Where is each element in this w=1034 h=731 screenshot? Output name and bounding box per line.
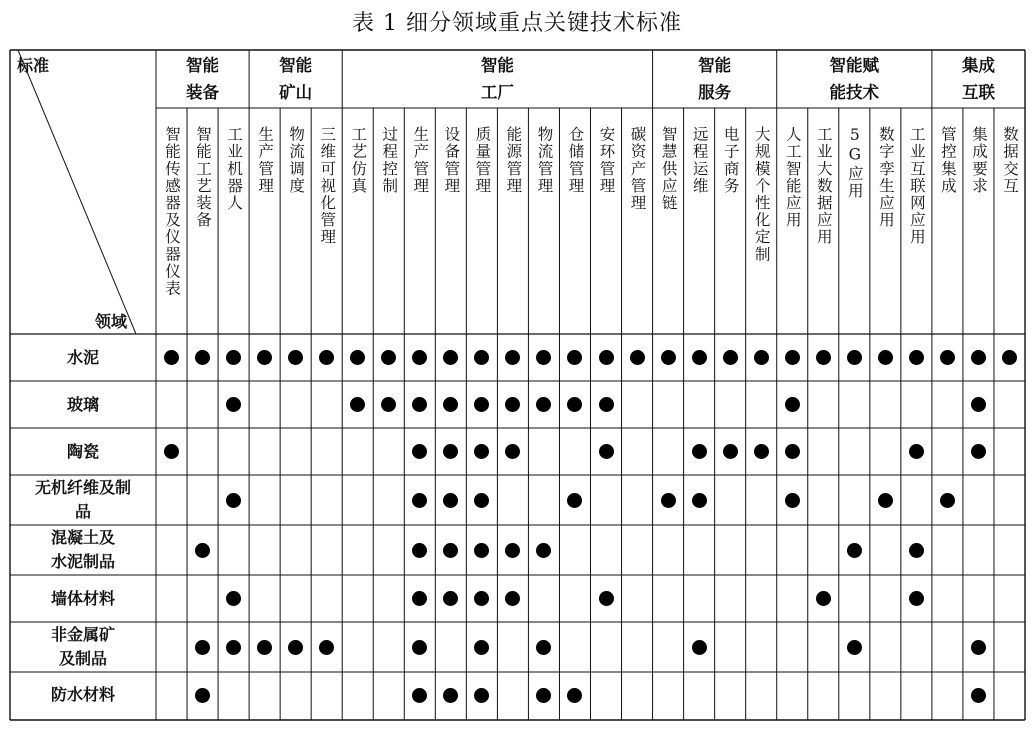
row-label: 非金属矿 及制品 bbox=[50, 625, 115, 668]
filled-dot bbox=[785, 397, 800, 412]
column-header: 质量管理 bbox=[473, 126, 492, 195]
filled-dot bbox=[692, 444, 707, 459]
row-label: 混凝土及 水泥制品 bbox=[50, 528, 115, 571]
filled-dot bbox=[412, 493, 427, 508]
filled-dot bbox=[878, 493, 893, 508]
column-header: 工艺仿真 bbox=[349, 126, 368, 195]
column-header: 物流调度 bbox=[287, 126, 306, 195]
row-label: 陶瓷 bbox=[66, 441, 99, 461]
column-header: 人工智能应用 bbox=[783, 126, 802, 229]
group-header: 智能 装备 bbox=[186, 56, 220, 102]
filled-dot bbox=[661, 493, 676, 508]
filled-dot bbox=[412, 688, 427, 703]
row-label: 水泥 bbox=[66, 347, 99, 367]
filled-dot bbox=[226, 493, 241, 508]
filled-dot bbox=[723, 350, 738, 365]
filled-dot bbox=[692, 640, 707, 655]
column-header: 仓储管理 bbox=[566, 126, 585, 195]
filled-dot bbox=[816, 350, 831, 365]
filled-dot bbox=[599, 444, 614, 459]
group-header: 集成 互联 bbox=[961, 56, 995, 102]
row-label: 无机纤维及制 品 bbox=[34, 478, 131, 521]
corner-standard-label: 标准 bbox=[17, 56, 50, 75]
filled-dot bbox=[909, 591, 924, 606]
filled-dot bbox=[878, 350, 893, 365]
filled-dot bbox=[226, 397, 241, 412]
filled-dot bbox=[971, 640, 986, 655]
filled-dot bbox=[195, 543, 210, 558]
filled-dot bbox=[785, 350, 800, 365]
filled-dot bbox=[474, 493, 489, 508]
filled-dot bbox=[971, 688, 986, 703]
column-header: 电子商务 bbox=[721, 126, 740, 195]
filled-dot bbox=[599, 591, 614, 606]
column-header: 碳资产管理 bbox=[628, 126, 647, 212]
column-header: 工业互联网应用 bbox=[907, 126, 926, 246]
filled-dot bbox=[226, 350, 241, 365]
column-header: 三维可视化管理 bbox=[318, 126, 337, 246]
column-header: 集成要求 bbox=[969, 126, 988, 195]
column-header: 能源管理 bbox=[504, 126, 523, 195]
row-label: 墙体材料 bbox=[50, 588, 115, 608]
filled-dot bbox=[971, 397, 986, 412]
row-label: 防水材料 bbox=[50, 685, 115, 704]
row-label: 玻璃 bbox=[66, 394, 99, 414]
filled-dot bbox=[692, 493, 707, 508]
filled-dot bbox=[940, 493, 955, 508]
group-header: 智能 服务 bbox=[698, 56, 732, 102]
filled-dot bbox=[940, 350, 955, 365]
filled-dot bbox=[754, 444, 769, 459]
filled-dot bbox=[847, 350, 862, 365]
group-header: 智能赋 能技术 bbox=[829, 56, 880, 102]
filled-dot bbox=[474, 543, 489, 558]
filled-dot bbox=[1002, 350, 1017, 365]
column-header: 设备管理 bbox=[442, 126, 461, 195]
corner-diagonal bbox=[18, 50, 136, 334]
group-header: 智能 矿山 bbox=[279, 56, 313, 102]
filled-dot bbox=[909, 444, 924, 459]
filled-dot bbox=[319, 640, 334, 655]
filled-dot bbox=[816, 591, 831, 606]
filled-dot bbox=[195, 688, 210, 703]
column-header: 物流管理 bbox=[535, 126, 554, 195]
column-header: 5G应用 bbox=[845, 126, 864, 200]
column-header: 过程控制 bbox=[380, 126, 399, 195]
filled-dot bbox=[971, 444, 986, 459]
filled-dot bbox=[195, 640, 210, 655]
filled-dot bbox=[226, 591, 241, 606]
filled-dot bbox=[971, 350, 986, 365]
column-header: 大规模个性化定制 bbox=[752, 126, 771, 263]
filled-dot bbox=[567, 688, 582, 703]
column-header: 智能工艺装备 bbox=[194, 126, 213, 229]
column-header: 工业机器人 bbox=[225, 126, 244, 212]
filled-dot bbox=[443, 543, 458, 558]
column-header: 远程运维 bbox=[690, 126, 709, 195]
filled-dot bbox=[257, 640, 272, 655]
filled-dot bbox=[723, 444, 738, 459]
filled-dot bbox=[785, 444, 800, 459]
column-header: 智能传感器及仪器仪表 bbox=[163, 126, 182, 297]
group-header: 智能 工厂 bbox=[480, 56, 514, 102]
filled-dot bbox=[195, 350, 210, 365]
filled-dot bbox=[164, 444, 179, 459]
filled-dot bbox=[288, 640, 303, 655]
filled-dot bbox=[536, 640, 551, 655]
filled-dot bbox=[754, 350, 769, 365]
table-title: 表 1 细分领域重点关键技术标准 bbox=[352, 11, 682, 36]
filled-dot bbox=[536, 543, 551, 558]
filled-dot bbox=[692, 350, 707, 365]
filled-dot bbox=[599, 350, 614, 365]
filled-dot bbox=[909, 350, 924, 365]
filled-dot bbox=[785, 493, 800, 508]
filled-dot bbox=[443, 688, 458, 703]
column-header: 生产管理 bbox=[411, 126, 430, 195]
filled-dot bbox=[909, 543, 924, 558]
filled-dot bbox=[412, 543, 427, 558]
filled-dot bbox=[847, 543, 862, 558]
filled-dot bbox=[474, 640, 489, 655]
filled-dot bbox=[443, 493, 458, 508]
filled-dot bbox=[567, 493, 582, 508]
corner-domain-label: 领域 bbox=[95, 312, 128, 331]
filled-dot bbox=[661, 350, 676, 365]
filled-dot bbox=[536, 688, 551, 703]
filled-dot bbox=[847, 640, 862, 655]
column-header: 工业大数据应用 bbox=[814, 126, 833, 246]
filled-dot bbox=[164, 350, 179, 365]
column-header: 安环管理 bbox=[597, 126, 616, 195]
filled-dot bbox=[630, 350, 645, 365]
filled-dot bbox=[412, 640, 427, 655]
filled-dot bbox=[505, 543, 520, 558]
filled-dot bbox=[226, 640, 241, 655]
filled-dot bbox=[474, 688, 489, 703]
column-header: 智慧供应链 bbox=[659, 126, 678, 212]
column-header: 数字孪生应用 bbox=[876, 126, 895, 229]
column-header: 生产管理 bbox=[256, 126, 275, 195]
column-header: 管控集成 bbox=[938, 126, 957, 195]
column-header: 数据交互 bbox=[1000, 126, 1019, 195]
filled-dot bbox=[599, 397, 614, 412]
